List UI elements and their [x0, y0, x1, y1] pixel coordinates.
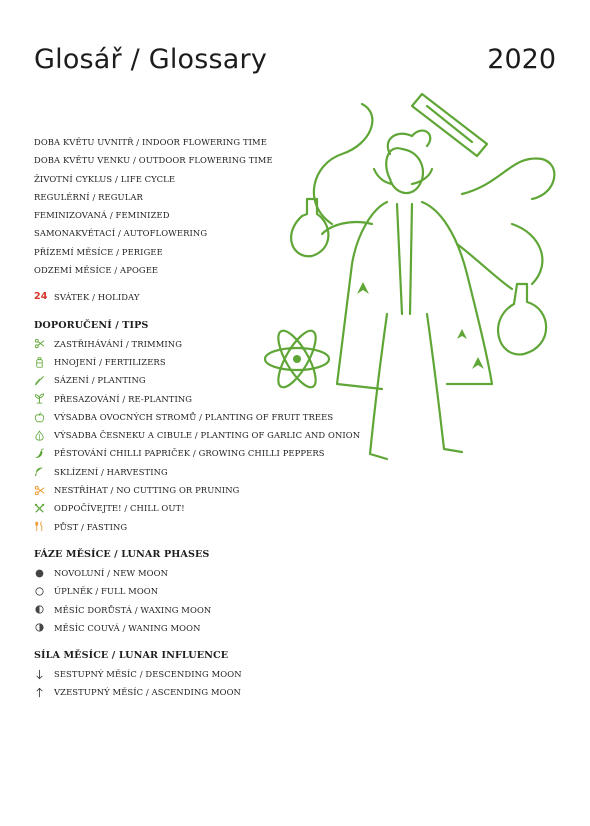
garlic-icon: [34, 430, 54, 441]
lunar-phase-item: MĚSÍC COUVÁ / WANING MOON: [34, 619, 364, 637]
tip-item: PŮST / FASTING: [34, 518, 364, 536]
waning-moon-icon: [34, 622, 54, 633]
lunar-influence-item: SESTUPNÝ MĚSÍC / DESCENDING MOON: [34, 665, 364, 683]
lunar-influence-item: VZESTUPNÝ MĚSÍC / ASCENDING MOON: [34, 683, 364, 701]
arrow-down-icon: [34, 669, 54, 680]
tip-item: VÝSADBA OVOCNÝCH STROMŮ / PLANTING OF FRUIT TREES: [34, 408, 364, 426]
seedling-icon: [34, 393, 54, 404]
cutlery-icon: [34, 521, 54, 532]
legend-item: ODZEMÍ MĚSÍCE / APOGEE: [34, 265, 159, 276]
tips-heading: DOPORUČENÍ / TIPS: [34, 319, 149, 331]
page-title: Glosář / Glossary: [34, 44, 268, 75]
lunar-influence-heading: SÍLA MĚSÍCE / LUNAR INFLUENCE: [34, 650, 229, 662]
lunar-phase-item: MĚSÍC DORŮSTÁ / WAXING MOON: [34, 601, 364, 619]
tip-item: ODPOČÍVEJTE! / CHILL OUT!: [34, 499, 364, 517]
scissors-icon: [34, 338, 54, 349]
legend-item: DOBA KVĚTU UVNITŘ / INDOOR FLOWERING TIME: [34, 137, 267, 147]
new-moon-icon: [34, 568, 54, 579]
legend-item: REGULÉRNÍ / REGULAR: [34, 191, 143, 202]
legend-item: SAMONAKVÉTACÍ / AUTOFLOWERING: [34, 228, 208, 239]
page-year: 2020: [487, 44, 556, 75]
tip-item: HNOJENÍ / FERTILIZERS: [34, 353, 364, 371]
holiday-number: 24: [34, 291, 48, 303]
legend-item: PŘÍZEMÍ MĚSÍCE / PERIGEE: [34, 246, 163, 257]
legend-item: DOBA KVĚTU VENKU / OUTDOOR FLOWERING TIME: [34, 155, 273, 166]
legend-item: FEMINIZOVANÁ / FEMINIZED: [34, 210, 170, 221]
holiday-label: SVÁTEK / HOLIDAY: [54, 292, 140, 303]
fertilizer-bottle-icon: [34, 357, 54, 368]
tip-item: VÝSADBA ČESNEKU A CIBULE / PLANTING OF GARLIC AND ONION: [34, 426, 364, 444]
chilli-icon: [34, 448, 54, 459]
no-cutting-icon: [34, 485, 54, 496]
tip-item: PĚSTOVÁNÍ CHILLI PAPRIČEK / GROWING CHILLI PEPPERS: [34, 444, 364, 462]
apple-icon: [34, 412, 54, 423]
tip-item: PŘESAZOVÁNÍ / RE-PLANTING: [34, 390, 364, 408]
lunar-phase-item: NOVOLUNÍ / NEW MOON: [34, 564, 364, 582]
lunar-phases-heading: FÁZE MĚSÍCE / LUNAR PHASES: [34, 548, 210, 560]
tip-item: ZASTŘIHÁVÁNÍ / TRIMMING: [34, 335, 364, 353]
sickle-icon: [34, 466, 54, 477]
full-moon-icon: [34, 586, 54, 597]
waxing-moon-icon: [34, 604, 54, 615]
tip-item: SÁZENÍ / PLANTING: [34, 371, 364, 389]
legend-item: ŽIVOTNÍ CYKLUS / LIFE CYCLE: [34, 173, 176, 184]
trowel-icon: [34, 375, 54, 386]
arrow-up-icon: [34, 687, 54, 698]
lunar-phase-item: ÚPLNĚK / FULL MOON: [34, 582, 364, 600]
scientist-illustration: [262, 84, 562, 470]
crossed-tools-icon: [34, 503, 54, 514]
tip-item: SKLÍZENÍ / HARVESTING: [34, 463, 364, 481]
tip-item: NESTŘÍHAT / NO CUTTING OR PRUNING: [34, 481, 364, 499]
